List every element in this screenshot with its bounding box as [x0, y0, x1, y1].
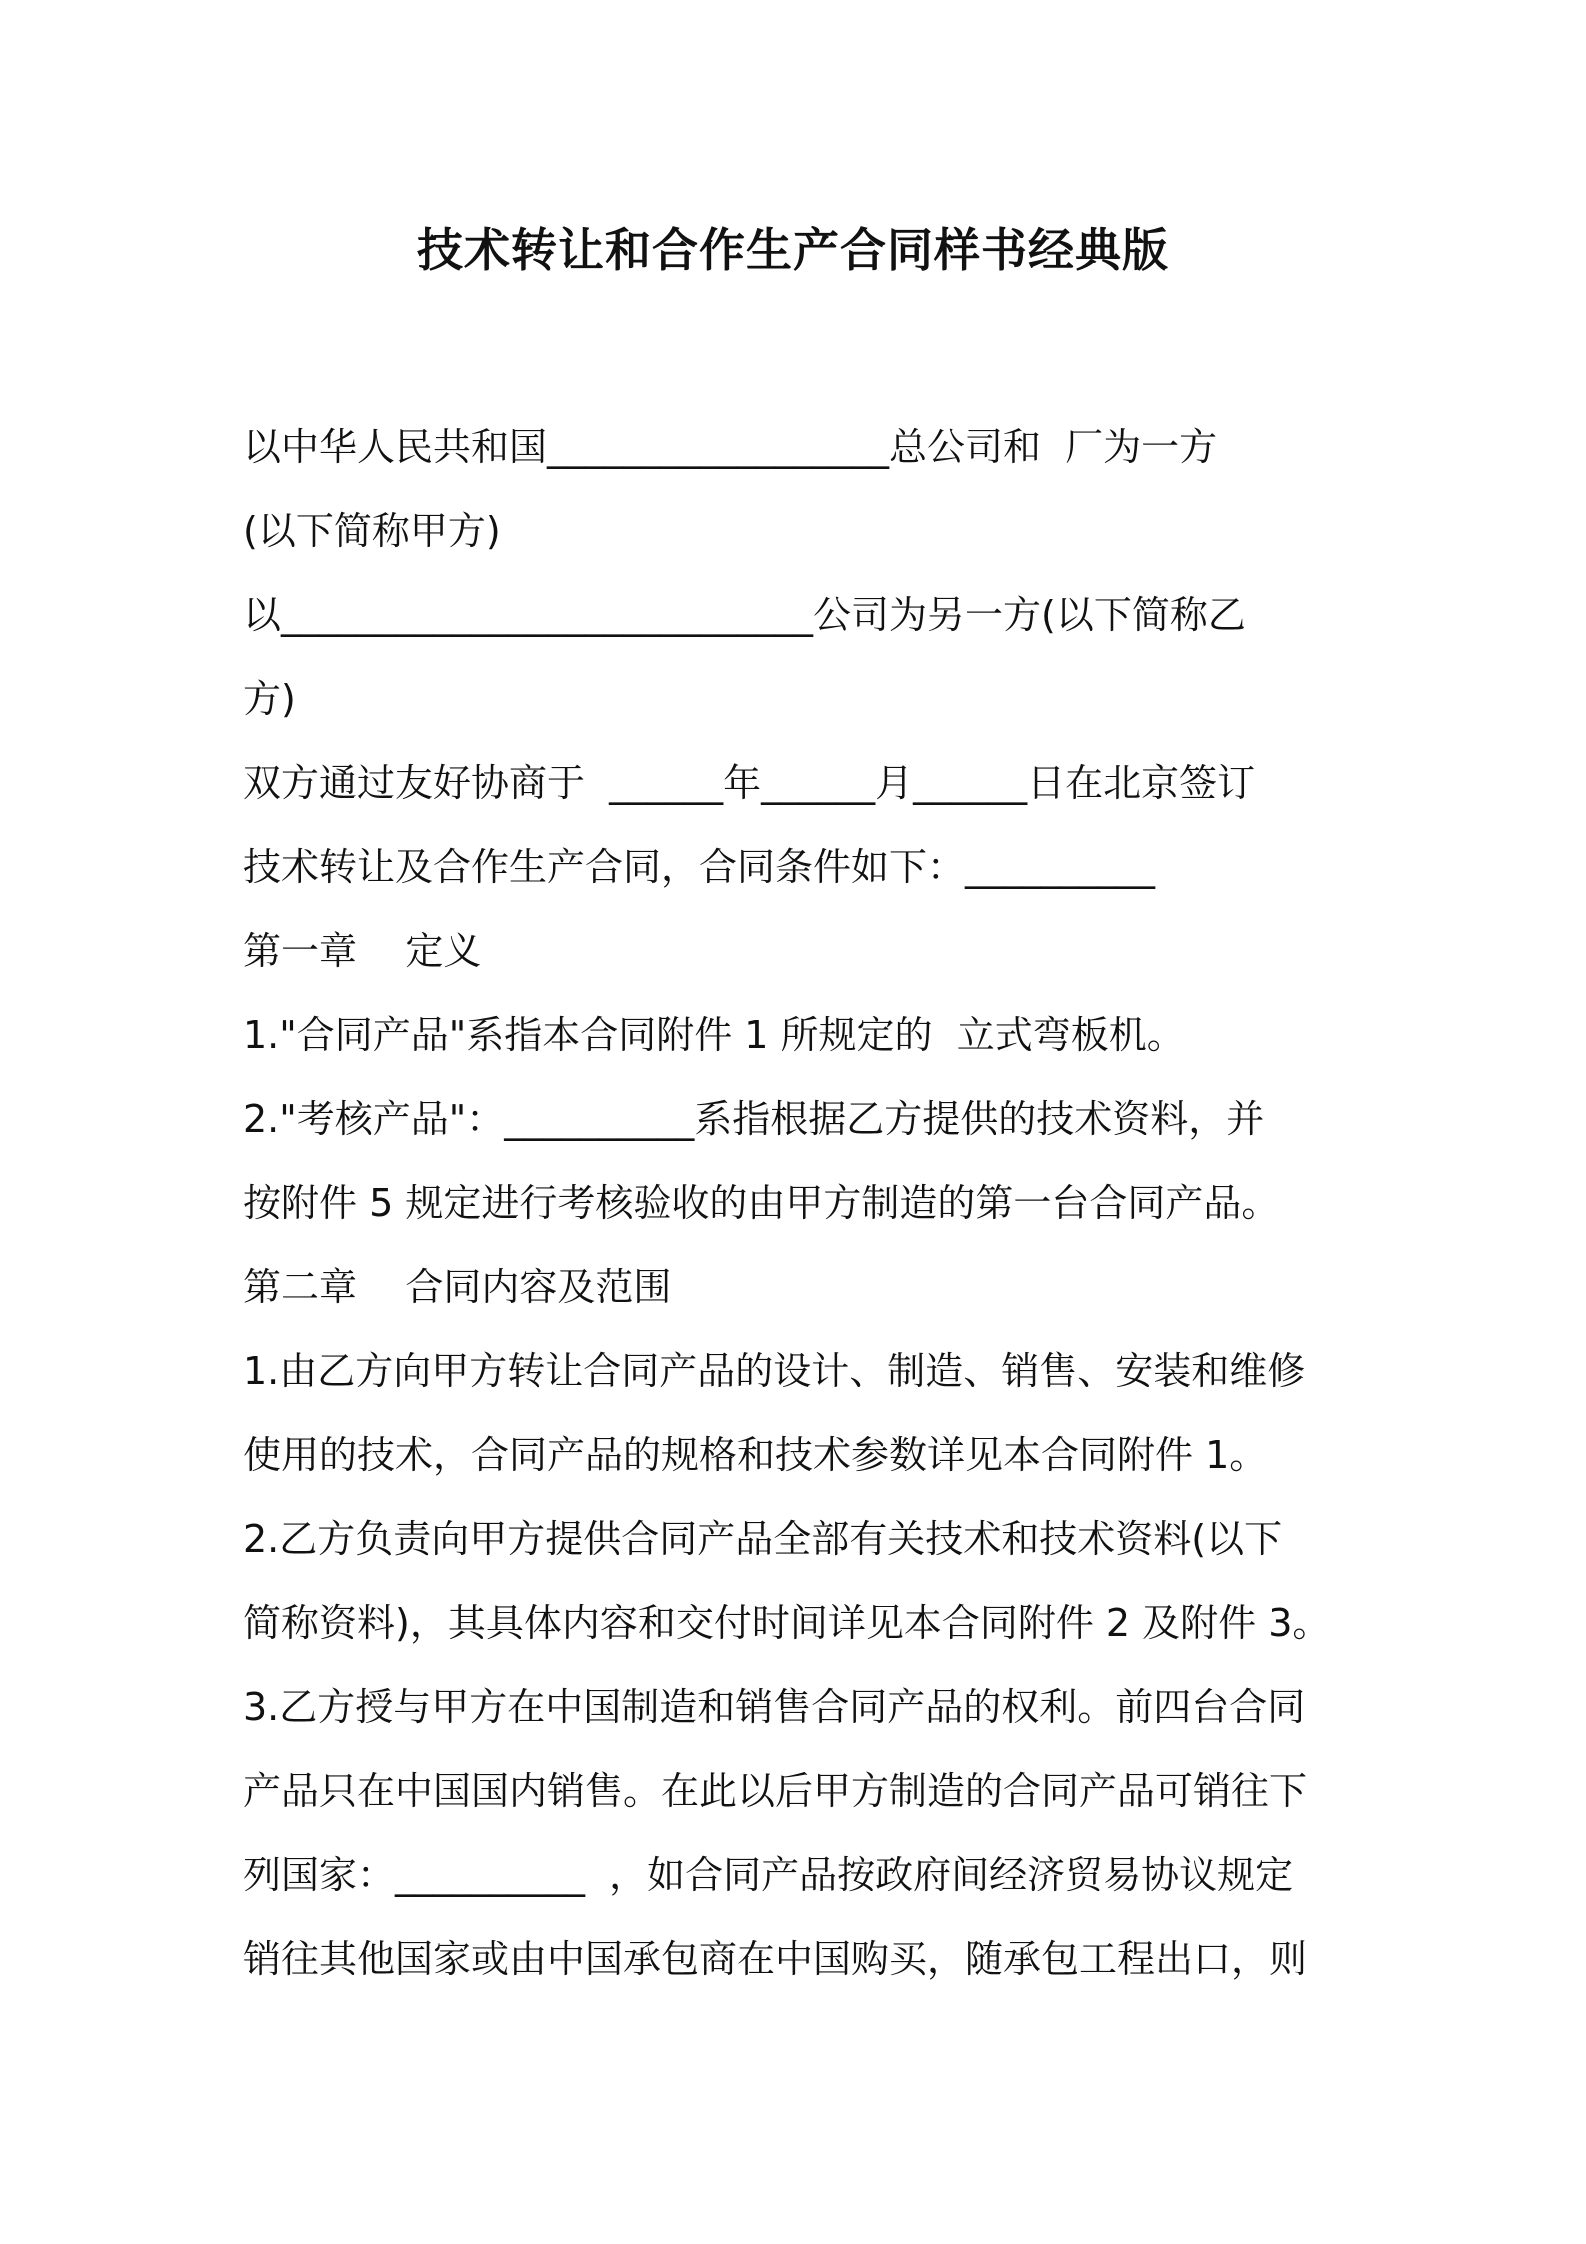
paragraph-line: 简称资料)，其具体内容和交付时间详见本合同附件 2 及附件 3。 [243, 1601, 1331, 1645]
paragraph-line: 以中华人民共和国__________________总公司和 厂为一方 [243, 425, 1218, 469]
paragraph-line: 销往其他国家或由中国承包商在中国购买，随承包工程出口，则 [243, 1937, 1308, 1981]
paragraph-line: 1."合同产品"系指本合同附件 1 所规定的 立式弯板机。 [243, 1013, 1185, 1057]
chapter-heading: 第一章 定义 [243, 929, 482, 973]
paragraph-line: 3.乙方授与甲方在中国制造和销售合同产品的权利。前四台合同 [243, 1685, 1306, 1729]
paragraph-line: 2."考核产品"：__________系指根据乙方提供的技术资料，并 [243, 1097, 1265, 1141]
paragraph-line: 方) [243, 677, 296, 721]
paragraph-line: 2.乙方负责向甲方提供合同产品全部有关技术和技术资料(以下 [243, 1517, 1283, 1561]
paragraph-line: 1.由乙方向甲方转让合同产品的设计、制造、销售、安装和维修 [243, 1349, 1306, 1393]
paragraph-line: 按附件 5 规定进行考核验收的由甲方制造的第一台合同产品。 [243, 1181, 1280, 1225]
paragraph-line: 产品只在中国国内销售。在此以后甲方制造的合同产品可销往下 [243, 1769, 1308, 1813]
paragraph-line: 技术转让及合作生产合同，合同条件如下：__________ [243, 845, 1156, 889]
paragraph-line: 列国家：__________ ，如合同产品按政府间经济贸易协议规定 [243, 1853, 1294, 1897]
document-body [243, 405, 1353, 2001]
document-title: 技术转让和合作生产合同样书经典版 [417, 223, 1169, 277]
paragraph-line: (以下简称甲方) [243, 509, 501, 553]
chapter-heading: 第二章 合同内容及范围 [243, 1265, 672, 1309]
paragraph-line: 双方通过友好协商于 ______年______月______日在北京签订 [243, 761, 1256, 805]
paragraph-line: 以____________________________公司为另一方(以下简称乙 [243, 593, 1246, 637]
paragraph-line: 使用的技术，合同产品的规格和技术参数详见本合同附件 1。 [243, 1433, 1268, 1477]
